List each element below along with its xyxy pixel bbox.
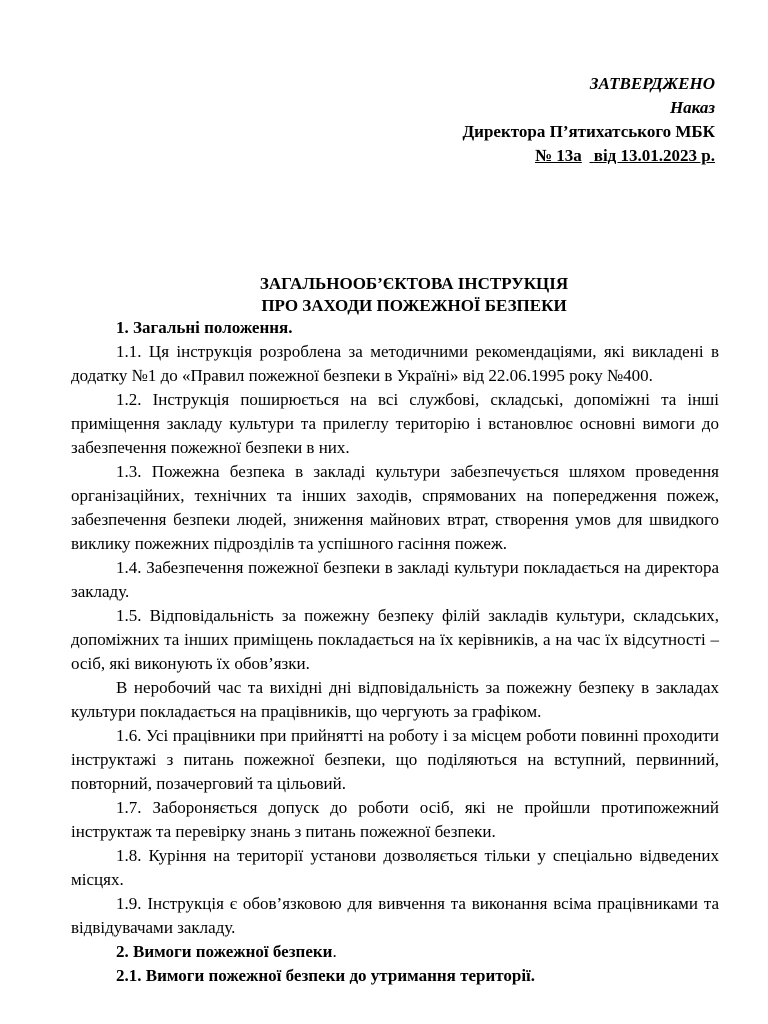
paragraph-1-6: 1.6. Усі працівники при прийнятті на роботу і за місцем роботи повинні проходити інструктажі з питань пожежної безпеки, що поділяються на вступний, первинний, повторний, позачерговий та цільовий. <box>71 726 719 793</box>
title-line-2: ПРО ЗАХОДИ ПОЖЕЖНОЇ БЕЗПЕКИ <box>261 296 567 315</box>
order-label: Наказ <box>669 98 715 117</box>
approved-label: ЗАТВЕРДЖЕНО <box>589 74 715 93</box>
paragraph-1-1: 1.1. Ця інструкція розроблена за методичними рекомендаціями, які викладені в додатку №1 до «Правил пожежної безпеки в Україні» від 22.06.1995 року №400. <box>71 342 719 385</box>
order-number: № 13а <box>534 146 582 165</box>
paragraph-1-7: 1.7. Забороняється допуск до роботи осіб, які не пройшли протипожежний інструктаж та перевірку знань з питань пожежної безпеки. <box>71 798 719 841</box>
paragraph-1-3: 1.3. Пожежна безпека в закладі культури забезпечується шляхом проведення організаційних, технічних та інших заходів, спрямованих на попередження пожеж, забезпечення безпеки людей, зниження майнових втрат, створення умов для швидкого виклику пожежних підрозділів та успішного гасіння пожеж. <box>71 462 719 553</box>
document-body <box>71 316 719 988</box>
paragraph-1-5: 1.5. Відповідальність за пожежну безпеку філій закладів культури, складських, допоміжних та інших приміщень покладається на їх керівників, а на час їх відсутності – осіб, які виконують їх обов’язки. <box>71 606 719 673</box>
order-date: від 13.01.2023 р. <box>593 146 715 165</box>
document-title <box>0 273 768 317</box>
director-label: Директора П’ятихатського МБК <box>462 122 715 141</box>
order-number-line <box>462 144 715 168</box>
section-2-heading-text: 2. Вимоги пожежної безпеки <box>116 942 333 961</box>
paragraph-1-5b: В неробочий час та вихідні дні відповідальність за пожежну безпеку в закладах культури покладається на працівників, що чергують за графіком. <box>71 678 719 721</box>
approval-stamp <box>462 72 715 168</box>
section-2-heading-dot: . <box>332 942 337 961</box>
order-gap <box>582 144 594 168</box>
section-2-heading <box>71 940 719 964</box>
paragraph-1-9: 1.9. Інструкція є обов’язковою для вивчення та виконання всіма працівниками та відвідувачами закладу. <box>71 894 719 937</box>
paragraph-1-4: 1.4. Забезпечення пожежної безпеки в закладі культури покладається на директора закладу. <box>71 558 719 601</box>
title-line-1: ЗАГАЛЬНООБ’ЄКТОВА ІНСТРУКЦІЯ <box>259 274 569 293</box>
paragraph-1-8: 1.8. Куріння на території установи дозволяється тільки у спеціально відведених місцях. <box>71 846 719 889</box>
paragraph-1-2: 1.2. Інструкція поширюється на всі службові, складські, допоміжні та інші приміщення закладу культури та прилеглу територію і встановлює основні вимоги до забезпечення пожежної безпеки в них. <box>71 390 719 457</box>
subsection-2-1-heading: 2.1. Вимоги пожежної безпеки до утримання території. <box>116 966 536 985</box>
section-1-heading: 1. Загальні положення. <box>116 318 293 337</box>
